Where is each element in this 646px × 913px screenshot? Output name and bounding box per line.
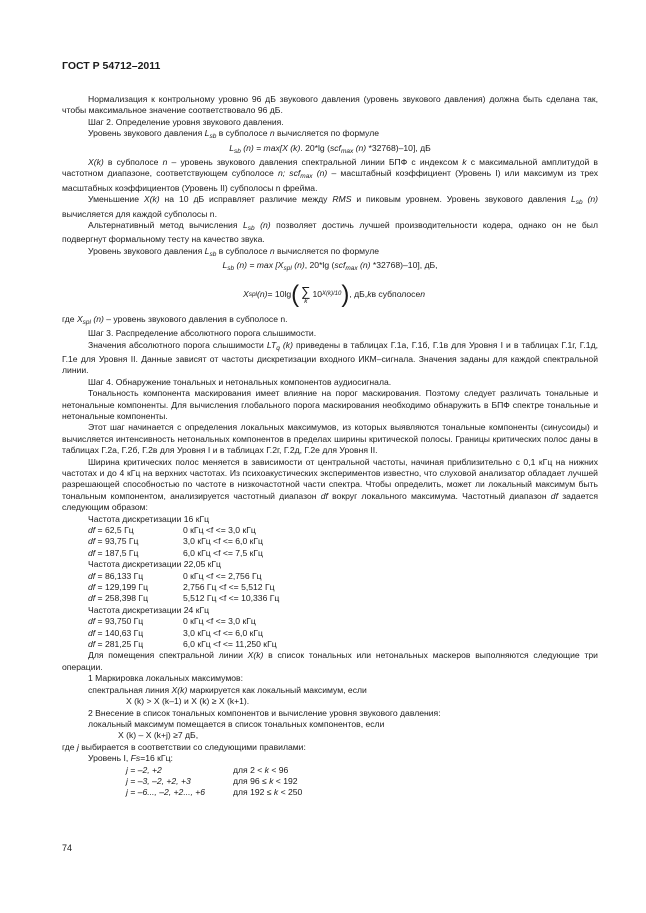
step2-heading: Шаг 2. Определение уровня звукового давления.	[88, 116, 284, 127]
operation-2-condition: X (k) – X (k+j) ≥7 дБ,	[118, 730, 199, 741]
rule-row: j = –3, –2, +2, +3 для 96 ≤ k < 192	[126, 775, 298, 786]
reduction-paragraph: Уменьшение X(k) на 10 дБ исправляет различие между RMS и пиковым уровнем. Уровень звукового давления $L_{sb}$ (n) вычисляется для каждой субполосы n.	[62, 194, 598, 219]
df-row: df = 258,398 Гц 5,512 Гц <f <= 10,336 Гц	[88, 593, 280, 604]
df-row: df = 129,199 Гц 2,756 Гц <f <= 5,512 Гц	[88, 582, 275, 593]
lsb-intro: Уровень звукового давления $L_{sb}$ в субполосе n вычисляется по формуле	[88, 128, 380, 141]
rule-row: j = –2, +2 для 2 < k < 96	[126, 764, 289, 775]
step3-heading: Шаг 3. Распределение абсолютного порога слышимости.	[88, 328, 317, 339]
document-header: ГОСТ Р 54712–2011	[62, 60, 161, 72]
normalization-paragraph: Нормализация к контрольному уровню 96 дБ звукового давления (уровень звукового давления) должна быть сделана так, чтобы максимальное значение соответствовало 96 дБ.	[62, 94, 598, 116]
df-row: df = 281,25 Гц 6,0 кГц <f <= 11,250 кГц	[88, 639, 277, 650]
tonality-paragraph: Тональность компонента маскирования имеет влияние на порог маскирования. Поэтому следует различать тональные и нетональные компоненты. Для вычисления глобального порога маскирования необходимо обнаружить в БПФ спектре тональные и нетональные компоненты.	[62, 388, 598, 421]
right-paren: )	[341, 280, 350, 308]
sum-block: ∑ k	[301, 283, 311, 305]
xk-definition: X(k) в субполосе n – уровень звукового давления спектральной линии БПФ с индексом k с максимальной амплитудой в частотном диапазоне, соответствующем субполосе n; scf$_{max}$ (n) – масштабный коэффициент (Уровень I) или максимум из трех масштабных коэффициентов (Уровень II) субполосы n фрейма.	[62, 157, 598, 193]
df-row: df = 93,75 Гц 3,0 кГц <f <= 6,0 кГц	[88, 536, 263, 547]
operation-2-line: локальный максимум помещается в список тональных компонентов, если	[88, 718, 385, 729]
rate-title: Частота дискретизации 24 кГц	[88, 604, 210, 615]
rule-row: j = –6..., –2, +2..., +6 для 192 ≤ k < 250	[126, 787, 303, 798]
level-1-title: Уровень I, Fs=16 кГц:	[88, 753, 173, 764]
masker-paragraph: Для помещения спектральной линии X(k) в список тональных или нетональных маскеров выполняются следующие три операции.	[62, 650, 598, 672]
rate-title: Частота дискретизации 22,05 кГц	[88, 559, 221, 570]
operation-1-title: 1 Маркировка локальных максимумов:	[88, 673, 243, 684]
step4-heading: Шаг 4. Обнаружение тональных и нетональных компонентов аудиосигнала.	[88, 376, 392, 387]
page-content	[62, 94, 598, 799]
df-row: df = 86,133 Гц 0 кГц <f <= 2,756 Гц	[88, 570, 262, 581]
lsb-intro-2: Уровень звукового давления $L_{sb}$ в субполосе n вычисляется по формуле	[88, 245, 380, 258]
absolute-threshold-paragraph: Значения абсолютного порога слышимости $LT_q$ (k) приведены в таблицах Г.1а, Г.1б, Г.1в для Уровня I и в таблицах Г.1г, Г.1д, Г.1е для Уровня II. Данные зависят от частоты дискретизации входного ИКМ–сигнала. Значения заданы для каждой спектральной линии.	[62, 339, 598, 376]
df-row: df = 140,63 Гц 3,0 кГц <f <= 6,0 кГц	[88, 627, 263, 638]
formula-xspl: X spl (n) = 10lg ( ∑ k 10 X(k)/10 ) , дБ, k в субполосе n	[242, 280, 426, 308]
df-row: df = 62,5 Гц 0 кГц <f <= 3,0 кГц	[88, 525, 256, 535]
alternative-method-paragraph: Альтернативный метод вычисления $L_{sb}$ (n) позволяет достичь лучшей производительности кодера, однако он не был подвергнут формальному тесту на качество звука.	[62, 220, 599, 245]
page-number: 74	[62, 843, 73, 853]
df-row: df = 187,5 Гц 6,0 кГц <f <= 7,5 кГц	[88, 547, 263, 558]
formula-lsb-2: $L_{sb}$ $(n) = \max [X_{spl}$ (n), 20*lg (scf$_{max}$ (n) *32768)–10], дБ,	[222, 260, 438, 273]
local-max-paragraph: Этот шаг начинается с определения локальных максимумов, из которых выявляются тональные компоненты (синусоиды) и вычисляется интенсивность нетональных компонентов в пределах ширины критической полосы. Границы критических полос даны в таблицах Г.2а, Г.2б, Г.2в для Уровня I и в таблицах Г.2г, Г.2д, Г.2е для Уровня II.	[62, 422, 598, 456]
rate-group-22	[62, 559, 598, 605]
critical-band-paragraph: Ширина критических полос меняется в зависимости от центральной частоты, начиная приблизительно с 0,1 кГц на нижних частотах и до 4 кГц на верхних частотах. Из психоакустических экспериментов известно, что слуховой анализатор обладает лучшей разрешающей способностью по частоте в низкочастотной части спектра. Чтобы определить, может ли локальный максимум быть тональным компонентом, анализируется частотный диапазон df вокруг локального максимума. Частотный диапазон df задается следующим образом:	[62, 456, 598, 513]
rate-title: Частота дискретизации 16 кГц	[88, 513, 210, 524]
rate-group-16	[62, 514, 598, 560]
j-selection-line: где j выбирается в соответствии со следующими правилами:	[62, 741, 306, 752]
operation-2-title: 2 Внесение в список тональных компонентов и вычисление уровня звукового давления:	[88, 707, 441, 718]
rate-group-24	[62, 605, 598, 651]
formula-lsb-1: $L_{sb}$ (n) = max[X (k). 20*lg (scf$_{max}$ (n) *32768)–10], дБ	[229, 142, 431, 155]
operation-1-line: спектральная линия X(k) маркируется как локальный максимум, если	[88, 684, 367, 695]
operation-1-condition: X (k) > X (k–1) и X (k) ≥ X (k+1).	[126, 696, 250, 707]
left-paren: (	[291, 280, 300, 308]
xspl-definition: где $X_{spl}$ (n) – уровень звукового давления в субполосе n.	[62, 313, 288, 326]
df-row: df = 93,750 Гц 0 кГц <f <= 3,0 кГц	[88, 616, 256, 627]
